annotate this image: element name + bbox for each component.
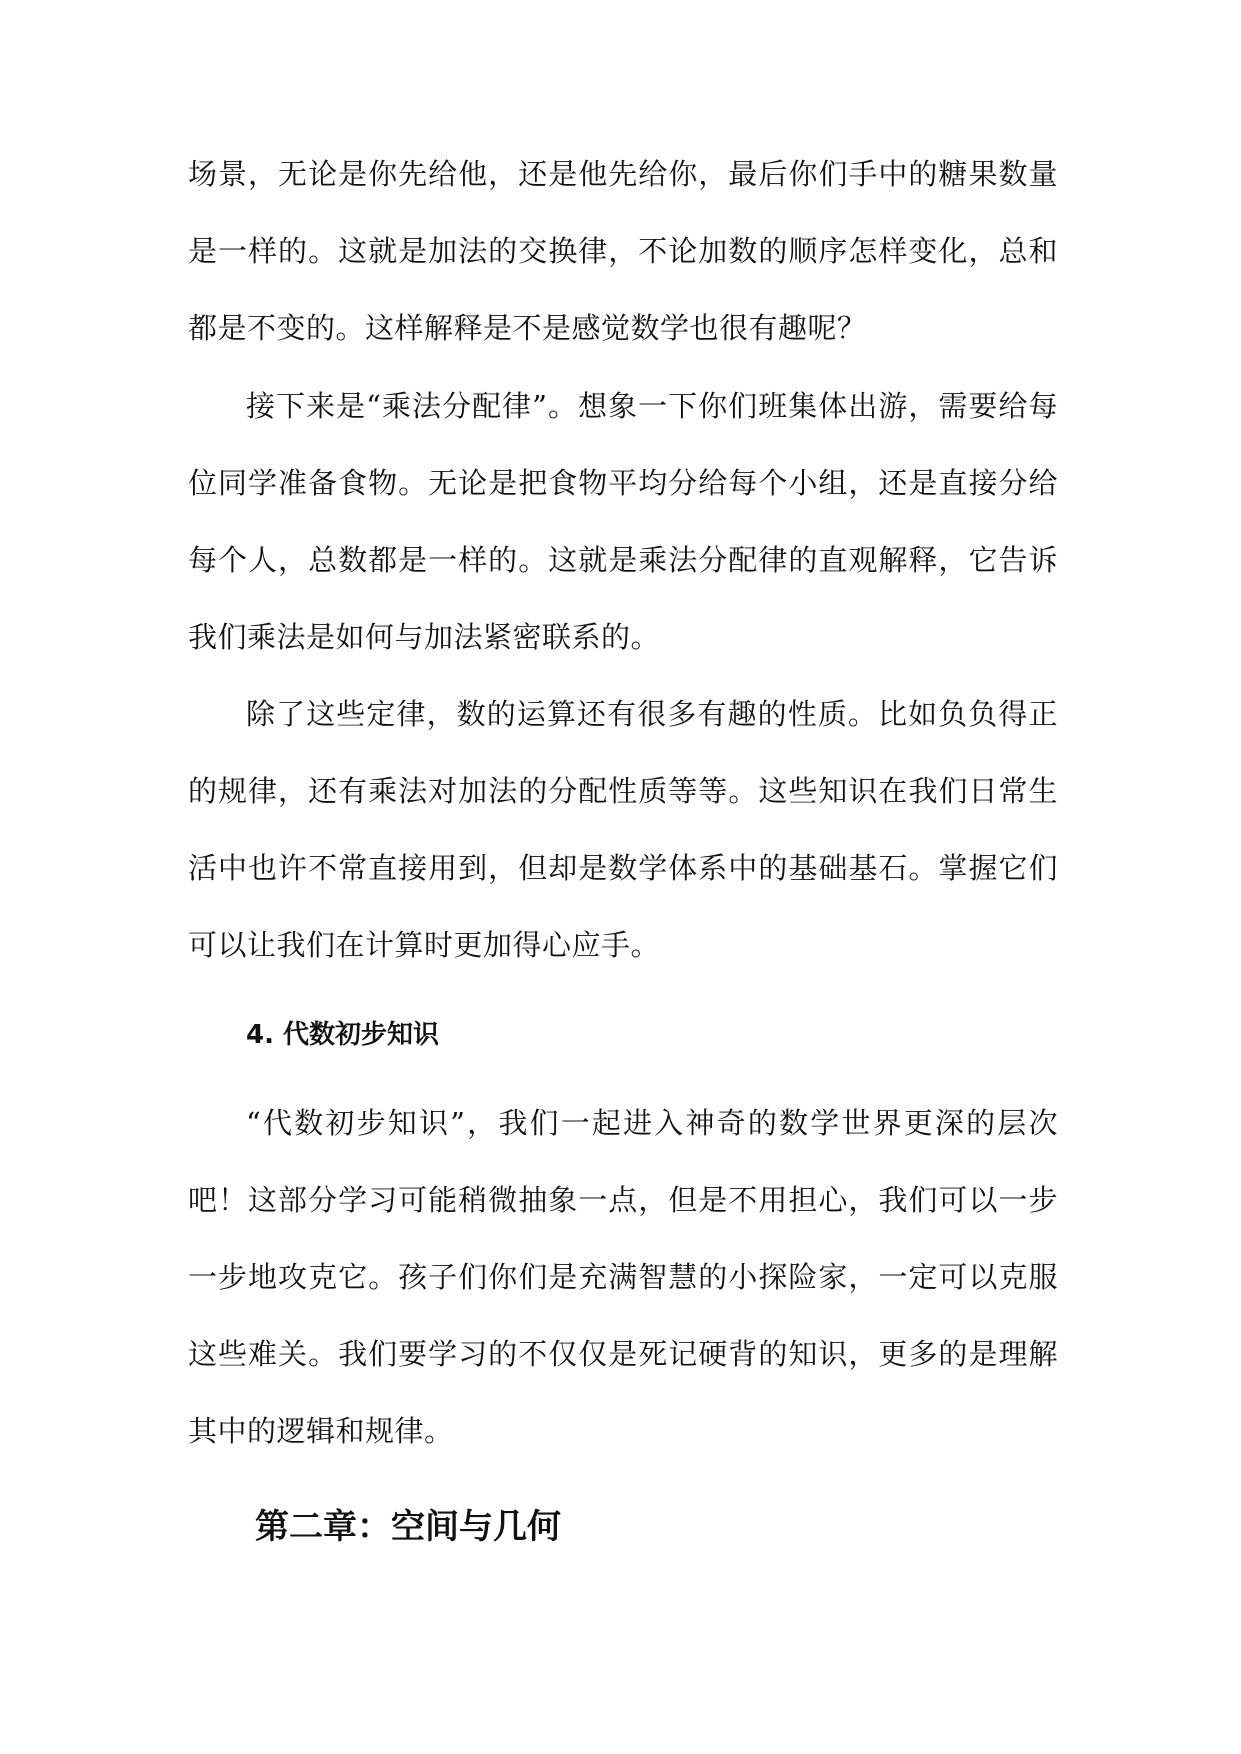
paragraph-addition-commutative: 场景，无论是你先给他，还是他先给你，最后你们手中的糖果数量是一样的。这就是加法的交换律，不论加数的顺序怎样变化，总和都是不变的。这样解释是不是感觉数学也很有趣呢？ bbox=[188, 157, 1058, 345]
paragraph-multiplication-distributive: 接下来是“乘法分配律”。想象一下你们班集体出游，需要给每位同学准备食物。无论是把食物平均分给每个小组，还是直接分给每个人，总数都是一样的。这就是乘法分配律的直观解释，它告诉我们乘法是如何与加法紧密联系的。 bbox=[188, 389, 1058, 654]
chapter-heading: 第二章：空间与几何 bbox=[255, 1507, 561, 1547]
section-heading: 4. 代数初步知识 bbox=[246, 1020, 440, 1050]
paragraph-operation-properties: 除了这些定律，数的运算还有很多有趣的性质。比如负负得正的规律，还有乘法对加法的分配性质等等。这些知识在我们日常生活中也许不常直接用到，但却是数学体系中的基础基石。掌握它们可以让我们在计算时更加得心应手。 bbox=[188, 697, 1058, 962]
paragraph-algebra-intro: “代数初步知识”，我们一起进入神奇的数学世界更深的层次吧！这部分学习可能稍微抽象一点，但是不用担心，我们可以一步一步地攻克它。孩子们你们是充满智慧的小探险家，一定可以克服这些难关。我们要学习的不仅仅是死记硬背的知识，更多的是理解其中的逻辑和规律。 bbox=[188, 1106, 1058, 1448]
